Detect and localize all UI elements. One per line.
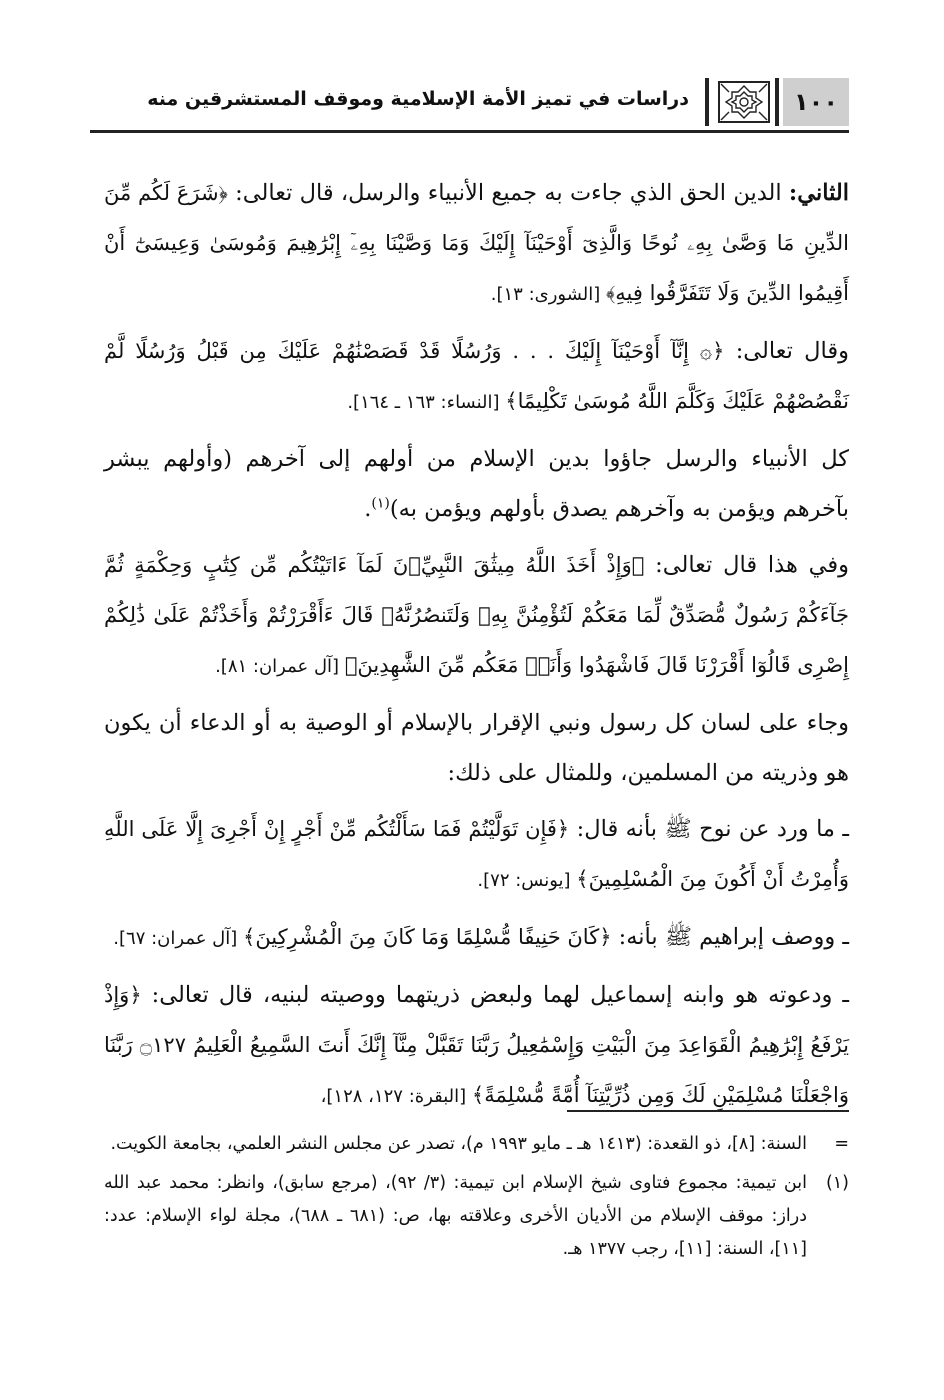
quran-verse: ﴿وَإِذْ أَخَذَ اللَّهُ مِيثَٰقَ النَّبِيِّۦنَ لَمَآ ءَاتَيْتُكُم مِّن كِتَٰبٍ وَحِكْمَةٍ ثُمَّ جَآءَكُمْ رَسُولٌ مُّصَدِّقٌ لِّمَا مَعَكُمْ لَتُؤْمِنُنَّ بِهِۦ وَلَتَنصُرُنَّهُۥ قَالَ ءَأَقْرَرْتُمْ وَأَخَذْتُمْ عَلَىٰ ذَٰلِكُمْ إِصْرِى قَالُوٓا أَقْرَرْنَا قَالَ فَاشْهَدُوا وَأَنَا۠ مَعَكُم مِّنَ الشَّٰهِدِينَ﴾	[104, 553, 849, 677]
paragraph-text: وقال تعالى:	[724, 338, 849, 364]
paragraph-text: ـ ما ورد عن نوح ﷺ بأنه قال:	[569, 816, 849, 842]
footnotes	[104, 1128, 849, 1272]
quran-verse: ﴿وَإِذْ يَرْفَعُ إِبْرَٰهِيمُ الْقَوَاعِدَ مِنَ الْبَيْتِ وَإِسْمَٰعِيلُ رَبَّنَا تَقَبَّلْ مِنَّآ إِنَّكَ أَنتَ السَّمِيعُ الْعَلِيمُ ۝١٢٧ رَبَّنَا وَاجْعَلْنَا مُسْلِمَيْنِ لَكَ وَمِن ذُرِّيَّتِنَآ أُمَّةً مُّسْلِمَةً﴾	[104, 983, 850, 1107]
paragraph-text: كل الأنبياء والرسل جاؤوا بدين الإسلام من أولهم إلى آخرهم (وأولهم يبشر بآخرهم ويؤمن به وآخرهم يصدق بأولهم ويؤمن به)	[104, 446, 849, 522]
footnote-continued	[104, 1128, 849, 1161]
verse-reference: [البقرة: ١٢٧، ١٢٨]،	[320, 1086, 472, 1107]
verse-reference: [يونس: ٧٢].	[477, 870, 577, 891]
header-divider	[775, 78, 779, 126]
verse-reference: [الشورى: ١٣].	[490, 284, 606, 305]
verse-reference: [النساء: ١٦٣ ـ ١٦٤].	[347, 392, 506, 413]
paragraph-5	[104, 698, 849, 798]
paragraph-text: ـ ووصف إبراهيم ﷺ بأنه:	[611, 924, 849, 950]
paragraph-end: .	[364, 496, 372, 522]
paragraph-text: الدين الحق الذي جاءت به جميع الأنبياء والرسل، قال تعالى:	[227, 180, 789, 206]
verse-reference: [آل عمران: ٦٧].	[113, 928, 244, 949]
page-number: ١٠٠	[783, 78, 849, 126]
footnote-1	[104, 1167, 849, 1266]
quran-verse: ﴿۞ إِنَّآ أَوْحَيْنَآ إِلَيْكَ . . . وَرُسُلًا قَدْ قَصَصْنَٰهُمْ عَلَيْكَ مِن قَبْلُ وَرُسُلًا لَّمْ نَقْصُصْهُمْ عَلَيْكَ وَكَلَّمَ اللَّهُ مُوسَىٰ تَكْلِيمًا﴾	[104, 339, 849, 413]
paragraph-1	[104, 168, 849, 320]
paragraph-2	[104, 326, 849, 428]
footnote-text: السنة: [٨]، ذو القعدة: (١٤١٣ هـ ـ مايو ١٩٩٣ م)، تصدر عن مجلس النشر العلمي، بجامعة الكويت.	[110, 1134, 807, 1154]
quran-verse: ﴿كَانَ حَنِيفًا مُّسْلِمًا وَمَا كَانَ مِنَ الْمُشْرِكِينَ﴾	[243, 925, 612, 949]
paragraph-4	[104, 540, 849, 692]
verse-reference: [آل عمران: ٨١].	[215, 656, 345, 677]
running-title: دراسات في تميز الأمة الإسلامية وموقف المستشرقين منه	[147, 88, 689, 110]
paragraph-text: وجاء على لسان كل رسول ونبي الإقرار بالإسلام أو الوصية به أو الدعاء أن يكون هو وذريته من المسلمين، وللمثال على ذلك:	[104, 710, 849, 786]
footnote-ref[interactable]: (١)	[371, 495, 390, 512]
quran-verse: ﴿شَرَعَ لَكُم مِّنَ الدِّينِ مَا وَصَّىٰ بِهِۦ نُوحًا وَالَّذِىٓ أَوْحَيْنَآ إِلَيْكَ وَمَا وَصَّيْنَا بِهِۦٓ إِبْرَٰهِيمَ وَمُوسَىٰ وَعِيسَىٰٓ أَنْ أَقِيمُوا الدِّينَ وَلَا تَتَفَرَّقُوا فِيهِ﴾	[104, 181, 849, 305]
paragraph-8	[104, 970, 849, 1122]
header-divider	[705, 78, 709, 126]
footnote-text: ابن تيمية: مجموع فتاوى شيخ الإسلام ابن تيمية: (٣/ ٩٢)، (مرجع سابق)، وانظر: محمد عبد الله دراز: موقف الإسلام من الأديان الأخرى وعلاقته بها، ص: (٦٨١ ـ ٦٨٨)، مجلة لواء الإسلام: عدد: [١١]، السنة: [١١]، رجب ١٣٧٧ هـ.	[104, 1173, 807, 1259]
lead-word: الثاني:	[788, 180, 849, 206]
paragraph-7	[104, 912, 849, 964]
page-header	[90, 78, 849, 133]
ornament-icon	[717, 80, 771, 124]
paragraph-3	[104, 434, 849, 534]
quran-verse: ﴿فَإِن تَوَلَّيْتُمْ فَمَا سَأَلْتُكُم مِّنْ أَجْرٍ إِنْ أَجْرِىَ إِلَّا عَلَى اللَّهِ وَأُمِرْتُ أَنْ أَكُونَ مِنَ الْمُسْلِمِينَ﴾	[104, 817, 849, 891]
paragraph-6	[104, 804, 849, 906]
paragraph-text: وفي هذا قال تعالى:	[644, 552, 850, 578]
footnote-separator	[567, 1110, 849, 1112]
main-text	[104, 168, 849, 1128]
footnote-marker: =	[834, 1134, 849, 1154]
footnote-marker: (١)	[825, 1173, 849, 1193]
paragraph-text: ـ ودعوته هو وابنه إسماعيل لهما ولبعض ذريتهما ووصيته لبنيه، قال تعالى:	[141, 982, 849, 1008]
